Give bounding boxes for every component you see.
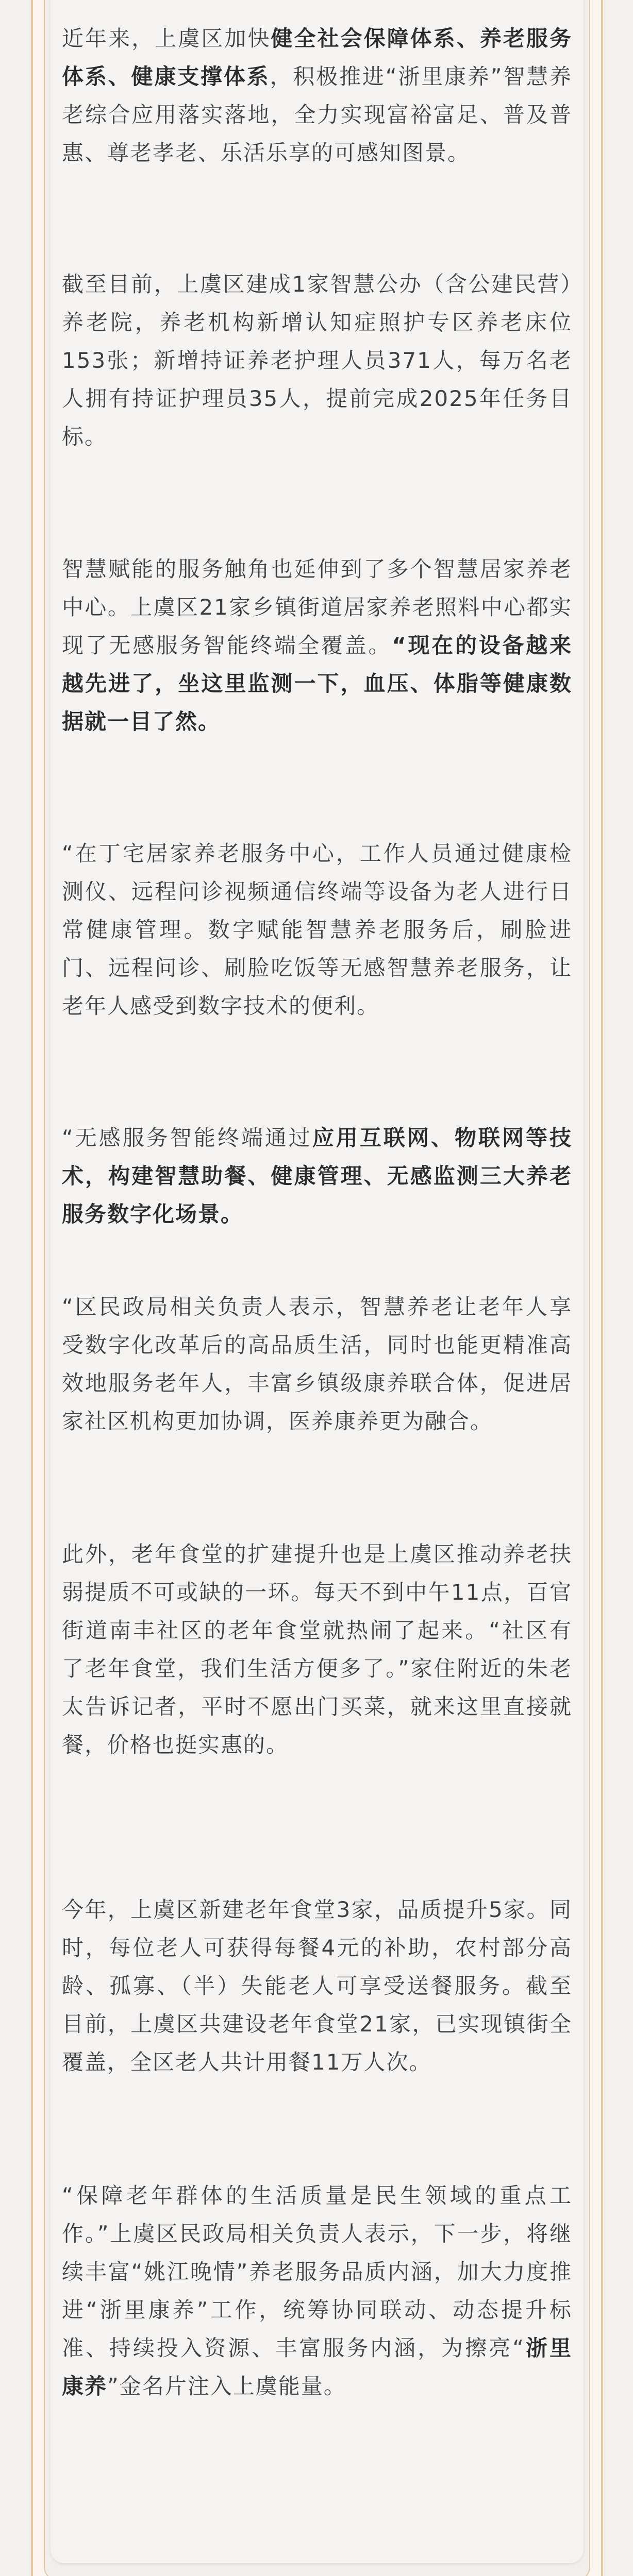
bold-text: 应用互联网、物联网等技术，构建智慧助餐、健康管理、无感监测三大养老服务数字化场景。 (62, 1125, 572, 1227)
text-segment: 近年来，上虞区加快 (62, 26, 271, 51)
bold-text: “现在的设备越来越先进了，坐这里监测一下，血压、体脂等健康数据就一目了然。 (62, 633, 572, 734)
paragraph-canteen-figures: 今年，上虞区新建老年食堂3家，品质提升5家。同时，每位老人可获得每餐4元的补助，农村部分高龄、孤寡、（半）失能老人可享受送餐服务。截至目前，上虞区共建设老年食堂21家，已实现镇街全覆盖，全区老人共计用餐11万人次。 (62, 1897, 572, 2075)
bold-text: 浙里康养 (62, 2335, 572, 2399)
paragraph-next-steps (62, 2177, 572, 2405)
bold-text: 健全社会保障体系、养老服务体系、健康支撑体系 (62, 26, 572, 89)
paragraph-statistics: 截至目前，上虞区建成1家智慧公办（含公建民营）养老院，养老机构新增认知症照护专区养老床位153张；新增持证养老护理人员371人，每万名老人拥有持证护理员35人，提前完成2025年任务目标。 (62, 272, 572, 449)
text-segment: 智慧赋能的服务触角也延伸到了多个智慧居家养老中心。上虞区21家乡镇街道居家养老照料中心都实现了无感服务智能终端全覆盖。 (62, 556, 572, 658)
paragraph-intro (62, 20, 572, 172)
paragraph-smart-terminal (62, 1119, 572, 1233)
text-segment: “无感服务智能终端通过 (62, 1125, 312, 1150)
text-segment: ，积极推进“浙里康养”智慧养老综合应用落实落地，全力实现富裕富足、普及普惠、尊老孝老、乐活乐享的可感知图景。 (62, 64, 572, 165)
paragraph-official-remarks: “区民政局相关负责人表示，智慧养老让老年人享受数字化改革后的高品质生活，同时也能更精准高效地服务老年人，丰富乡镇级康养联合体，促进居家社区机构更加协调，医养康养更为融合。 (62, 1294, 572, 1434)
text-segment: “保障老年群体的生活质量是民生领域的重点工作。”上虞区民政局相关负责人表示，下一步，将继续丰富“姚江晚情”养老服务品质内涵，加大力度推进“浙里康养”工作，统筹协同联动、动态提升标准、持续投入资源、丰富服务内涵，为擦亮“ (62, 2183, 572, 2361)
text-segment: ”金名片注入上虞能量。 (107, 2374, 346, 2399)
paragraph-elderly-canteen: 此外，老年食堂的扩建提升也是上虞区推动养老扶弱提质不可或缺的一环。每天不到中午11点，百官街道南丰社区的老年食堂就热闹了起来。“社区有了老年食堂，我们生活方便多了。”家住附近的朱老太告诉记者，平时不愿出门买菜，就来这里直接就餐，价格也挺实惠的。 (62, 1541, 572, 1757)
paragraph-dingzhai-center: “在丁宅居家养老服务中心，工作人员通过健康检测仪、远程问诊视频通信终端等设备为老人进行日常健康管理。数字赋能智慧养老服务后，刷脸进门、远程问诊、刷脸吃饭等无感智慧养老服务，让老年人感受到数字技术的便利。 (62, 841, 572, 1019)
paragraph-smart-centers (62, 550, 572, 741)
